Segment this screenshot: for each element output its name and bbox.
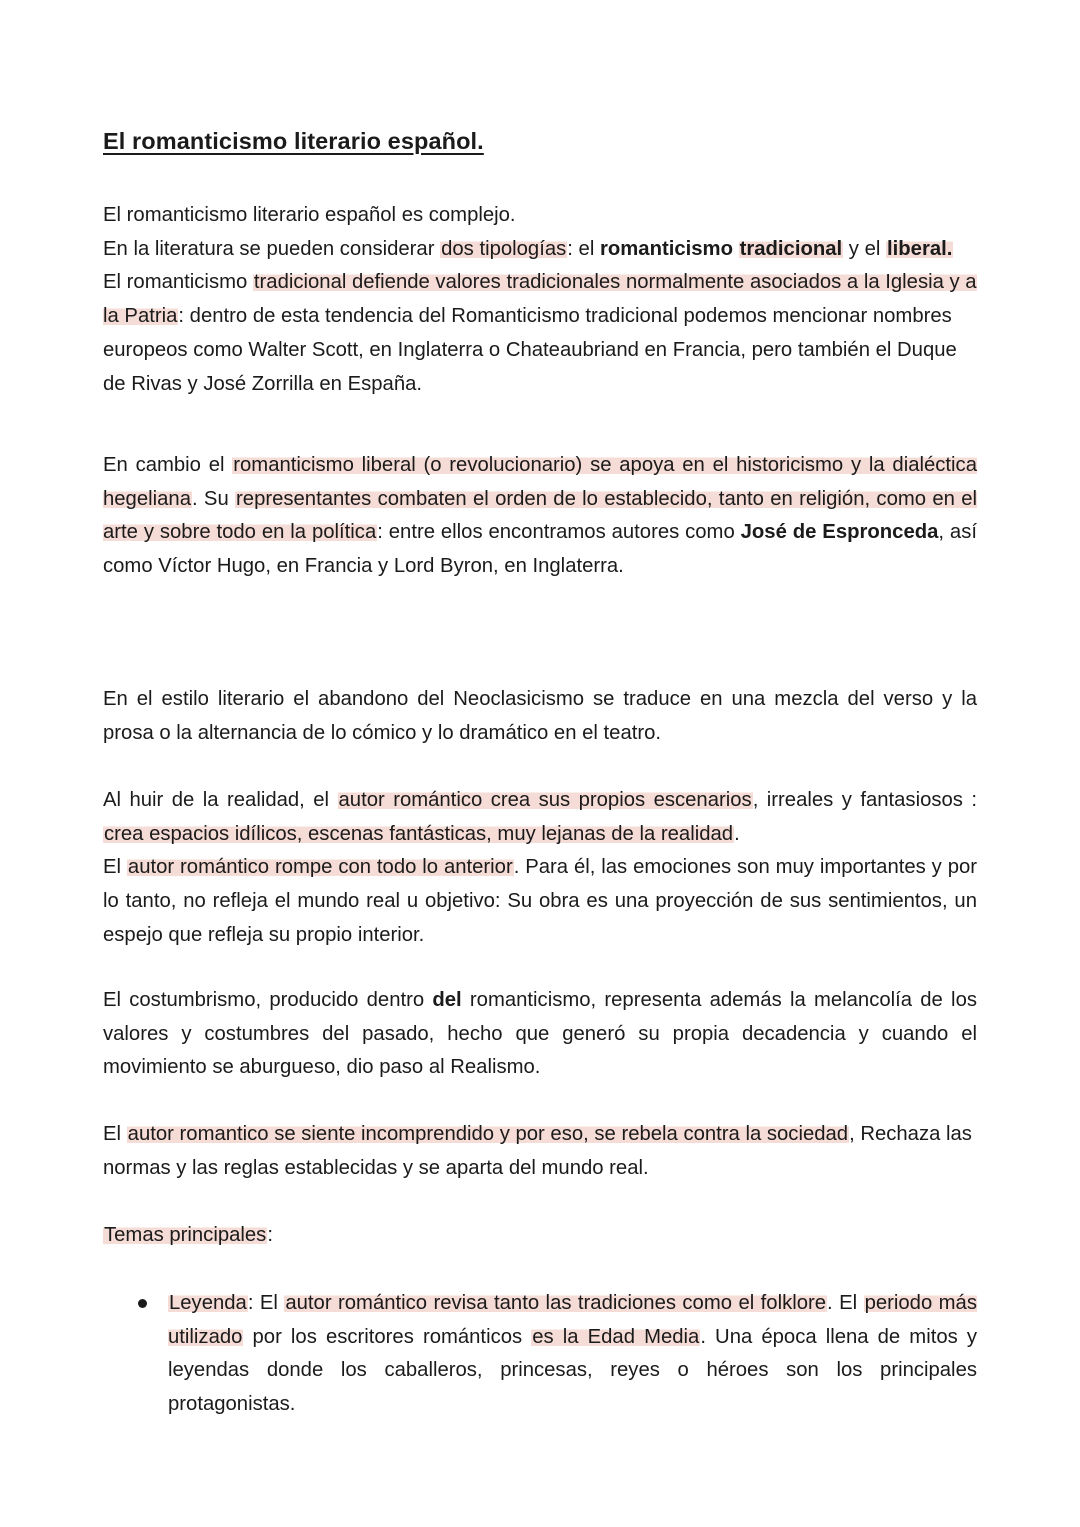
paragraph-autor [103, 784, 977, 953]
text-run: . Su [191, 487, 236, 510]
text-run: Al huir de la realidad, el [103, 789, 338, 811]
text-run: . [734, 822, 740, 845]
highlight: crea espacios idílicos, escenas fantásticas, muy lejanas de la realidad [104, 822, 734, 845]
text-run: . Para él, las emociones son muy importantes y por lo tanto, no refleja el mundo real u objetivo: Su obra es una proyección de sus sentimientos, un espejo que refleja su propio interior. [103, 856, 978, 946]
paragraph-intro [103, 199, 977, 401]
text-run: En la literatura se pueden considerar [103, 237, 441, 260]
text-run: , Rechaza las normas y las reglas establecidas y se aparta del mundo real. [103, 1123, 972, 1179]
text-run: : El [247, 1292, 285, 1314]
text-run: En cambio el [103, 454, 233, 476]
paragraph-estilo: En el estilo literario el abandono del Neoclasicismo se traduce en una mezcla del verso y la prosa o la alternancia de lo cómico y lo dramático en el teatro. [103, 688, 977, 744]
text-run: El [103, 1123, 127, 1145]
text-run: : el [567, 237, 600, 260]
highlight: representantes combaten el orden de lo establecido, tanto en religión, como en el arte y sobre todo en la política [103, 487, 977, 544]
text-run: : entre ellos encontramos autores como [377, 521, 741, 544]
text-run: : [267, 1224, 273, 1246]
highlight: autor romántico revisa tanto las tradiciones como el folklore [285, 1292, 827, 1314]
highlight: autor romántico rompe con todo lo anterior [127, 856, 513, 879]
paragraph-incomprendido [103, 1118, 977, 1185]
paragraph-costumbrismo [103, 984, 977, 1085]
text-run: : dentro de esta tendencia del Romanticismo tradicional podemos mencionar nombres europeos como Walter Scott, en Inglaterra o Chateaubriand en Francia, pero también el Duque de Rivas y José Zorrilla en España. [103, 305, 957, 395]
text-run: . El [827, 1292, 864, 1314]
highlight: Leyenda [169, 1292, 247, 1314]
paragraph-liberal [103, 449, 977, 584]
bullet-list [103, 1287, 977, 1422]
highlight: periodo más utilizado [168, 1292, 977, 1348]
list-item [168, 1287, 977, 1422]
bold-term: José de Espronceda [740, 521, 939, 544]
text-run: El [103, 856, 127, 879]
highlight: autor romántico crea sus propios escenarios [338, 789, 752, 811]
bold-highlight: liberal. [887, 237, 953, 260]
bullet-dot-icon [138, 1299, 147, 1308]
highlight: Temas principales [104, 1224, 267, 1246]
bold-term: del [432, 989, 462, 1011]
document-title: El romanticismo literario español. [103, 128, 484, 154]
text-run: por los escritores románticos [243, 1325, 532, 1348]
section-heading-temas [103, 1219, 977, 1253]
text-run: , así como Víctor Hugo, en Francia y Lord Byron, en Inglaterra. [103, 521, 977, 578]
highlight: dos tipologías [441, 237, 567, 260]
bold-highlight: tradicional [739, 237, 843, 260]
highlight: es la Edad Media [532, 1325, 700, 1348]
intro-sentence: El romanticismo literario español es complejo. [103, 204, 516, 226]
text-run: . Una época llena de mitos y leyendas donde los caballeros, princesas, reyes o héroes son los principales protagonistas. [168, 1325, 977, 1416]
text-run: , irreales y fantasiosos : [752, 789, 978, 811]
text-run: romanticismo, representa además la melancolía de los valores y costumbres del pasado, hecho que generó su propia decadencia y cuando el movimiento se aburgueso, dio paso al Realismo. [103, 989, 977, 1079]
highlight: tradicional defiende valores tradicionales normalmente asociados a la Iglesia y a la Patria [103, 271, 977, 328]
highlight: romanticismo liberal (o revolucionario) se apoya en el historicismo y la dialéctica hegeliana [103, 454, 977, 510]
highlight: autor romantico se siente incomprendido y por eso, se rebela contra la sociedad [127, 1123, 849, 1145]
bold-term: romanticismo [599, 237, 739, 260]
text-run: El romanticismo [103, 271, 253, 294]
text-run: El costumbrismo, producido dentro [103, 989, 433, 1011]
text-run: y el [843, 237, 886, 260]
